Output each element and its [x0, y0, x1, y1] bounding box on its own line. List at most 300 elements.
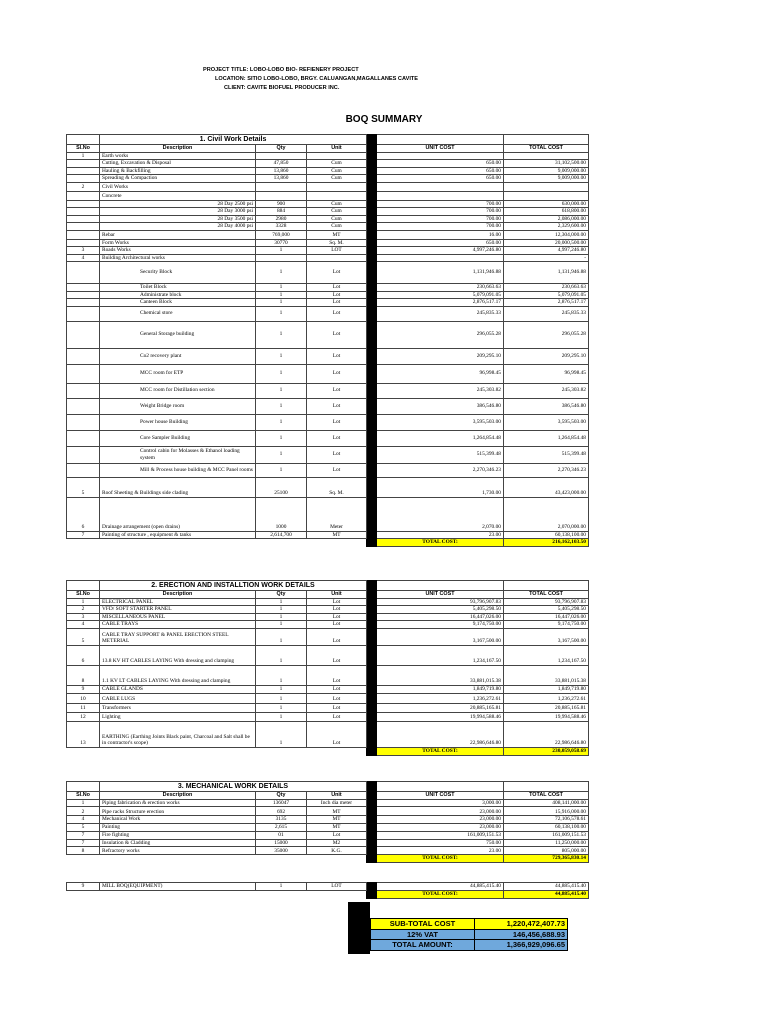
row-slno: [67, 463, 100, 477]
row-slno: [67, 167, 100, 175]
separator-column: [367, 230, 377, 239]
row-unit: Lot: [307, 463, 367, 477]
row-description: Piping fabrication & erection works: [100, 799, 256, 807]
row-slno: 8: [67, 665, 100, 685]
row-slno: [67, 414, 100, 430]
row-description: MCC room for ETP: [100, 364, 256, 383]
row-unit-cost: 5,079,091.05: [377, 291, 504, 299]
row-description: Concrete: [100, 191, 256, 200]
row-slno: 13: [67, 721, 100, 747]
row-qty: [256, 182, 307, 191]
row-qty: 1: [256, 306, 307, 321]
separator-column: [367, 799, 377, 807]
row-unit-cost: [377, 152, 504, 160]
row-total-cost: 2,329,600.00: [504, 223, 589, 231]
table-row: [67, 239, 589, 247]
table-row: [67, 823, 589, 831]
table-row: [67, 191, 589, 200]
section-total-row: [67, 855, 589, 863]
separator-column: [367, 160, 377, 168]
separator-column: [367, 628, 377, 645]
row-description: Security Block: [100, 262, 256, 284]
table-row: [67, 816, 589, 824]
row-total-cost: 630,000.00: [504, 200, 589, 208]
row-unit-cost: 650.00: [377, 167, 504, 175]
row-total-cost: -: [504, 254, 589, 262]
row-unit-cost: 1,234,167.50: [377, 645, 504, 665]
row-slno: 1: [67, 152, 100, 160]
row-description: Cutting, Excavation & Disposal: [100, 160, 256, 168]
row-slno: 3: [67, 247, 100, 255]
row-qty: 1: [256, 364, 307, 383]
table-row: [67, 685, 589, 693]
row-unit-cost: 650.00: [377, 160, 504, 168]
row-description: Toilet Block: [100, 284, 256, 292]
row-slno: 7: [67, 531, 100, 539]
row-total-cost: 44,885,415.40: [504, 883, 589, 891]
row-total-cost: 33,881,015.38: [504, 665, 589, 685]
row-slno: 4: [67, 254, 100, 262]
table-row: [67, 665, 589, 685]
table-row: [67, 398, 589, 414]
row-qty: 1: [256, 262, 307, 284]
row-slno: [67, 208, 100, 216]
row-slno: 12: [67, 712, 100, 721]
row-slno: [67, 239, 100, 247]
row-unit: Cum: [307, 215, 367, 223]
table-row: [67, 839, 589, 847]
row-description: ELECTRICAL PANEL: [100, 598, 256, 606]
row-qty: 47,850: [256, 160, 307, 168]
row-unit-cost: 650.00: [377, 239, 504, 247]
row-unit-cost: 16,447,026.00: [377, 613, 504, 621]
row-unit: Cum: [307, 208, 367, 216]
row-total-cost: 1,849,719.80: [504, 685, 589, 693]
row-unit-cost: 3,167,500.00: [377, 628, 504, 645]
separator-column: [367, 807, 377, 816]
separator-column: [367, 247, 377, 255]
row-qty: 1: [256, 665, 307, 685]
row-qty: 1: [256, 247, 307, 255]
separator-column: [367, 693, 377, 703]
row-qty: 1: [256, 299, 307, 307]
row-unit-cost: 5,405,298.50: [377, 606, 504, 614]
separator-column: [367, 721, 377, 747]
table-row: [67, 247, 589, 255]
row-qty: 1: [256, 685, 307, 693]
table-row: [67, 230, 589, 239]
row-qty: 1: [256, 291, 307, 299]
col-header-qty: Qty: [256, 591, 307, 599]
row-description: Earth works: [100, 152, 256, 160]
separator-column: [367, 306, 377, 321]
row-qty: 1: [256, 621, 307, 629]
separator-column: [367, 839, 377, 847]
col-header-unit-cost: UNIT COST: [377, 591, 504, 599]
row-description: Transformers: [100, 703, 256, 712]
row-total-cost: 2,086,000.00: [504, 215, 589, 223]
row-qty: 900: [256, 200, 307, 208]
civil-work-table: [66, 134, 589, 547]
separator-column: [367, 463, 377, 477]
row-qty: 884: [256, 208, 307, 216]
row-unit-cost: 700.00: [377, 208, 504, 216]
row-qty: 1: [256, 703, 307, 712]
row-qty: 1: [256, 628, 307, 645]
row-slno: 9: [67, 883, 100, 891]
row-slno: 5: [67, 823, 100, 831]
row-qty: 1: [256, 645, 307, 665]
col-header-unit: Unit: [307, 145, 367, 153]
row-unit: Inch dia meter: [307, 799, 367, 807]
separator-column: [367, 792, 377, 800]
row-description: CABLE LUGS: [100, 693, 256, 703]
separator-column: [367, 665, 377, 685]
table-row: [67, 321, 589, 348]
row-description: Mechanical Work: [100, 816, 256, 824]
row-total-cost: 9,009,000.00: [504, 175, 589, 183]
section-total-value: 44,885,415.40: [504, 891, 589, 899]
separator-column: [367, 152, 377, 160]
row-unit: MT: [307, 807, 367, 816]
row-slno: 7: [67, 831, 100, 839]
table-row: [67, 693, 589, 703]
row-unit: Lot: [307, 606, 367, 614]
separator-column: [367, 685, 377, 693]
row-slno: [67, 383, 100, 398]
row-total-cost: 60,138,100.00: [504, 823, 589, 831]
row-qty: 1000: [256, 497, 307, 531]
table-row: [67, 284, 589, 292]
separator-column: [367, 497, 377, 531]
separator-column: [367, 891, 377, 899]
row-total-cost: 15,916,000.00: [504, 807, 589, 816]
col-header-description: Description: [100, 591, 256, 599]
row-qty: 1: [256, 463, 307, 477]
row-total-cost: 1,234,167.50: [504, 645, 589, 665]
row-qty: 1: [256, 883, 307, 891]
separator-column: [367, 200, 377, 208]
row-unit-cost: 209,295.10: [377, 348, 504, 364]
table-row: [67, 703, 589, 712]
row-qty: 1: [256, 693, 307, 703]
project-title: PROJECT TITLE: LOBO-LOBO BIO- REFIENERY PROJECT: [203, 67, 359, 73]
table-row: [67, 254, 589, 262]
row-total-cost: 3,167,500.00: [504, 628, 589, 645]
table-row: [67, 645, 589, 665]
row-description: Mill & Process house building & MCC Panel rooms: [100, 463, 256, 477]
row-unit: Sq. M.: [307, 477, 367, 497]
row-description: Administrate block: [100, 291, 256, 299]
row-description: Drainage arrangement (open drains): [100, 497, 256, 531]
row-qty: 13,860: [256, 175, 307, 183]
row-unit-cost: 230,663.63: [377, 284, 504, 292]
row-unit: Lot: [307, 321, 367, 348]
row-qty: 01: [256, 831, 307, 839]
table-row: [67, 531, 589, 539]
table-row: [67, 152, 589, 160]
column-header-row: [67, 145, 589, 153]
row-total-cost: 209,295.10: [504, 348, 589, 364]
row-unit: Lot: [307, 693, 367, 703]
row-total-cost: 230,663.63: [504, 284, 589, 292]
row-description: 28 Day 3000 psi: [100, 208, 256, 216]
row-slno: 4: [67, 816, 100, 824]
row-unit: Lot: [307, 613, 367, 621]
row-slno: [67, 446, 100, 463]
row-qty: 1: [256, 446, 307, 463]
row-total-cost: 618,800.00: [504, 208, 589, 216]
col-header-total-cost: TOTAL COST: [504, 591, 589, 599]
row-unit: [307, 254, 367, 262]
row-total-cost: 2,270,346.23: [504, 463, 589, 477]
section-title: 2. ERECTION AND INSTALLTION WORK DETAILS: [100, 581, 367, 591]
separator-column: [367, 223, 377, 231]
separator-column: [367, 855, 377, 863]
row-qty: 1: [256, 712, 307, 721]
row-unit-cost: 700.00: [377, 223, 504, 231]
row-total-cost: 296,055.28: [504, 321, 589, 348]
row-unit: Lot: [307, 685, 367, 693]
row-slno: [67, 175, 100, 183]
row-slno: [67, 284, 100, 292]
row-description: Refractory works: [100, 847, 256, 855]
section-total-row: [67, 747, 589, 755]
row-unit-cost: [377, 182, 504, 191]
row-description: CABLE TRAYS: [100, 621, 256, 629]
separator-column: [367, 747, 377, 755]
row-slno: [67, 191, 100, 200]
section-total-value: 230,059,058.69: [504, 747, 589, 755]
separator-column: [367, 613, 377, 621]
row-qty: [256, 254, 307, 262]
table-row: [67, 831, 589, 839]
row-slno: [67, 398, 100, 414]
separator-column: [367, 430, 377, 446]
table-row: [67, 477, 589, 497]
row-total-cost: 9,009,000.00: [504, 167, 589, 175]
row-total-cost: 5,079,091.05: [504, 291, 589, 299]
row-unit: Lot: [307, 665, 367, 685]
row-unit: Lot: [307, 414, 367, 430]
row-slno: 6: [67, 497, 100, 531]
row-unit: Lot: [307, 383, 367, 398]
section-total-label: TOTAL COST:: [377, 539, 504, 547]
table-row: [67, 621, 589, 629]
grand-total-value: 1,366,929,096.65: [475, 940, 568, 951]
table-row: [67, 291, 589, 299]
separator-column: [367, 883, 377, 891]
row-qty: [256, 191, 307, 200]
separator-column: [367, 446, 377, 463]
table-row: [67, 883, 589, 891]
table-row: [67, 847, 589, 855]
col-header-total-cost: TOTAL COST: [504, 145, 589, 153]
row-description: Insulation & Cladding: [100, 839, 256, 847]
section-total-value: 216,162,103.50: [504, 539, 589, 547]
row-slno: 3: [67, 613, 100, 621]
row-description: Power house Building: [100, 414, 256, 430]
row-total-cost: 3,595,503.00: [504, 414, 589, 430]
table-row: [67, 712, 589, 721]
row-unit: Lot: [307, 628, 367, 645]
table-row: [67, 182, 589, 191]
row-description: VFD/ SOFT STARTER PANEL: [100, 606, 256, 614]
table-row: [67, 215, 589, 223]
row-description: Rebar: [100, 230, 256, 239]
row-slno: 8: [67, 847, 100, 855]
row-unit: Lot: [307, 262, 367, 284]
row-unit-cost: 19,994,588.46: [377, 712, 504, 721]
row-slno: [67, 348, 100, 364]
table-row: [67, 262, 589, 284]
table-row: [67, 721, 589, 747]
row-qty: 15000: [256, 839, 307, 847]
separator-column: [367, 191, 377, 200]
row-total-cost: 16,447,026.00: [504, 613, 589, 621]
row-description: Fire fighting: [100, 831, 256, 839]
section-total-value: 729,365,830.14: [504, 855, 589, 863]
row-slno: [67, 223, 100, 231]
separator-column: [367, 831, 377, 839]
row-total-cost: 805,000.00: [504, 847, 589, 855]
row-qty: 1: [256, 613, 307, 621]
separator-column: [367, 598, 377, 606]
row-total-cost: 19,994,588.46: [504, 712, 589, 721]
column-header-row: [67, 591, 589, 599]
row-unit-cost: 23,000.00: [377, 816, 504, 824]
row-description: 28 Day 3500 psi: [100, 215, 256, 223]
row-total-cost: 5,405,298.50: [504, 606, 589, 614]
row-unit-cost: 23,000.00: [377, 807, 504, 816]
separator-column: [367, 606, 377, 614]
row-qty: 25100: [256, 477, 307, 497]
separator-column: [367, 621, 377, 629]
mechanical-work-table: [66, 781, 589, 863]
row-unit-cost: 16.00: [377, 230, 504, 239]
separator-column: [367, 254, 377, 262]
row-unit: K.G.: [307, 847, 367, 855]
row-description: Canteen Block: [100, 299, 256, 307]
vat-value: 146,456,688.93: [475, 929, 568, 940]
col-header-total-cost: TOTAL COST: [504, 792, 589, 800]
table-row: [67, 223, 589, 231]
row-description: MISCELLANEOUS PANEL: [100, 613, 256, 621]
row-unit: Sq. M.: [307, 239, 367, 247]
row-qty: 1: [256, 598, 307, 606]
section-total-label: TOTAL COST:: [377, 891, 504, 899]
row-description: CABLE GLANDS: [100, 685, 256, 693]
row-description: Hauling & Backfilling: [100, 167, 256, 175]
row-total-cost: [504, 182, 589, 191]
row-unit: Cum: [307, 200, 367, 208]
row-unit-cost: 245,835.33: [377, 306, 504, 321]
row-unit: MT: [307, 816, 367, 824]
grand-total-label: TOTAL AMOUNT:: [371, 940, 475, 951]
row-total-cost: 386,546.80: [504, 398, 589, 414]
row-qty: 769,000: [256, 230, 307, 239]
row-description: MILL BOQ(EQUIPMENT): [100, 883, 256, 891]
separator-column: [367, 703, 377, 712]
row-total-cost: 20,885,165.81: [504, 703, 589, 712]
table-row: [67, 299, 589, 307]
table-row: [67, 807, 589, 816]
row-unit-cost: [377, 254, 504, 262]
row-unit-cost: 9,174,750.00: [377, 621, 504, 629]
row-unit-cost: 750.00: [377, 839, 504, 847]
row-qty: 1: [256, 430, 307, 446]
row-unit: Cum: [307, 175, 367, 183]
separator-column: [367, 645, 377, 665]
table-row: [67, 348, 589, 364]
row-unit-cost: 515,399.48: [377, 446, 504, 463]
separator-column: [367, 591, 377, 599]
separator-column: [367, 782, 377, 792]
row-unit-cost: [377, 191, 504, 200]
table-row: [67, 430, 589, 446]
row-description: Control cabin for Molasses & Ethanol loading system: [100, 446, 256, 463]
col-header-slno: Sl.No: [67, 145, 100, 153]
row-total-cost: 72,106,578.61: [504, 816, 589, 824]
row-qty: 1: [256, 321, 307, 348]
row-slno: 2: [67, 606, 100, 614]
section-total-row: [67, 539, 589, 547]
separator-column: [367, 239, 377, 247]
separator-column: [367, 414, 377, 430]
separator-column: [367, 539, 377, 547]
row-unit-cost: 1,849,719.80: [377, 685, 504, 693]
separator-column: [367, 145, 377, 153]
row-description: Pipe racks Structure erection: [100, 807, 256, 816]
row-description: Weight Bridge room: [100, 398, 256, 414]
col-header-unit: Unit: [307, 591, 367, 599]
row-unit: Lot: [307, 430, 367, 446]
row-description: 13.8 KV HT CABLES LAYING With dressing and clamping: [100, 645, 256, 665]
row-qty: 3135: [256, 816, 307, 824]
row-unit: LOT: [307, 247, 367, 255]
separator-column: [367, 348, 377, 364]
row-unit: Cum: [307, 167, 367, 175]
row-unit: [307, 191, 367, 200]
separator-column: [367, 383, 377, 398]
row-unit: Lot: [307, 712, 367, 721]
row-total-cost: 22,986,646.80: [504, 721, 589, 747]
row-total-cost: 20,000,500.00: [504, 239, 589, 247]
separator-column: [367, 712, 377, 721]
row-slno: 11: [67, 703, 100, 712]
separator-column: [367, 291, 377, 299]
row-slno: 5: [67, 477, 100, 497]
row-unit-cost: 1,264,854.48: [377, 430, 504, 446]
separator-column: [367, 823, 377, 831]
row-unit-cost: 1,730.00: [377, 477, 504, 497]
row-description: 1.1 KV LT CABLES LAYING With dressing and clamping: [100, 665, 256, 685]
separator-column: [367, 135, 377, 145]
row-total-cost: [504, 152, 589, 160]
mill-boq-table: [66, 882, 589, 899]
row-description: Building Architectural works: [100, 254, 256, 262]
col-header-unit: Unit: [307, 792, 367, 800]
row-unit-cost: 23.00: [377, 847, 504, 855]
section-title-row: [67, 581, 589, 591]
row-description: MCC room for Distillation section: [100, 383, 256, 398]
row-total-cost: 60,138,100.00: [504, 531, 589, 539]
row-total-cost: 2,876,517.17: [504, 299, 589, 307]
row-description: Lighting: [100, 712, 256, 721]
row-slno: [67, 160, 100, 168]
row-slno: [67, 364, 100, 383]
row-qty: 1: [256, 348, 307, 364]
